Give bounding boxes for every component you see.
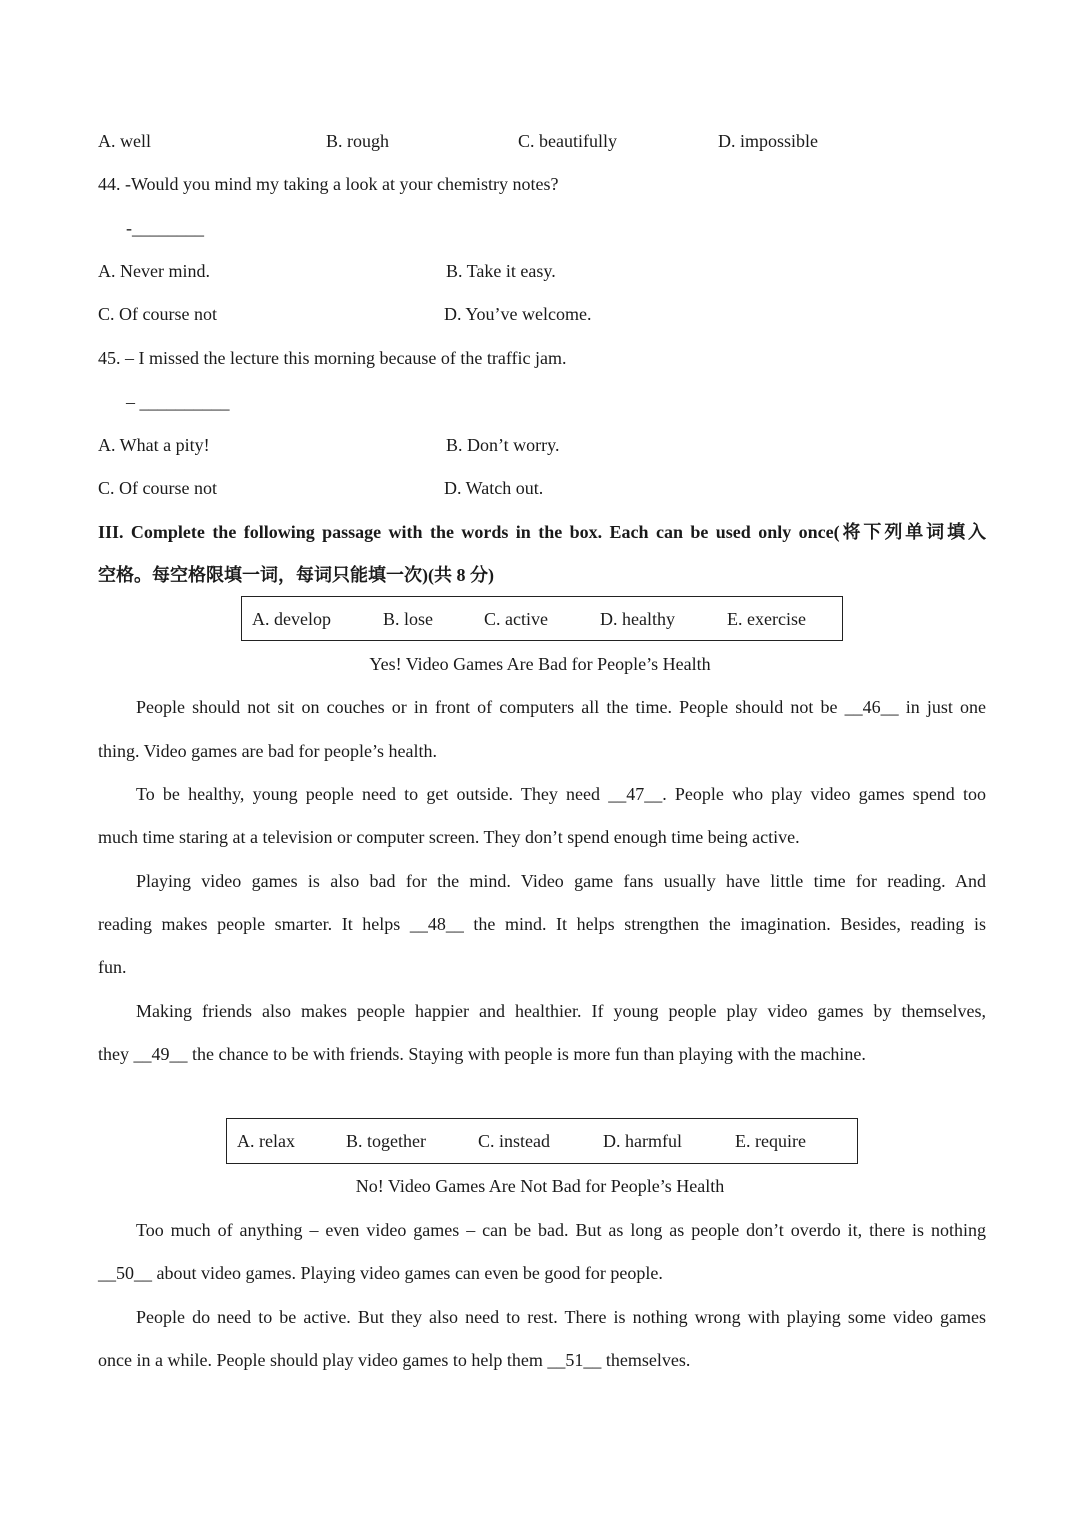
q43-option-a: A. well [98, 131, 151, 151]
word-box-1-item: E. exercise [727, 609, 806, 629]
passage-2-title: No! Video Games Are Not Bad for People’s Health [355, 1176, 725, 1196]
q45-option-b: B. Don’t worry. [446, 435, 560, 455]
word-box-2 [226, 1118, 858, 1164]
q45-option-a: A. What a pity! [98, 435, 210, 455]
section-heading-line2: 空格。每空格限填一词，每词只能填一次)(共 8 分) [98, 565, 494, 585]
section-heading-line1: III. Complete the following passage with the words in the box. Each can be used only once(将下列单词填入 [98, 522, 986, 542]
q43-option-b: B. rough [326, 131, 389, 151]
passage-2-paragraph-1-line-2: __50__ about video games. Playing video games can even be good for people. [98, 1263, 663, 1283]
q44-answer-blank: -________ [126, 218, 204, 238]
q45-option-d: D. Watch out. [444, 478, 544, 498]
q45-option-c: C. Of course not [98, 478, 217, 498]
q45-answer-blank: – __________ [126, 392, 230, 412]
word-box-2-item: B. together [346, 1131, 426, 1151]
word-box-1-item: B. lose [383, 609, 434, 629]
q44-question: 44. -Would you mind my taking a look at your chemistry notes? [98, 174, 559, 194]
word-box-1-item: C. active [484, 609, 548, 629]
word-box-1 [241, 596, 843, 641]
passage-1-paragraph-4-line-1: Making friends also makes people happier and healthier. If young people play video games by themselves, [136, 1001, 986, 1021]
passage-1-paragraph-2-line-1: To be healthy, young people need to get outside. They need __47__. People who play video games spend too [136, 784, 986, 804]
word-box-2-item: E. require [735, 1131, 806, 1151]
q44-option-c: C. Of course not [98, 304, 217, 324]
passage-2-paragraph-2-line-1: People do need to be active. But they also need to rest. There is nothing wrong with playing some video games [136, 1307, 986, 1327]
passage-1-paragraph-1-line-2: thing. Video games are bad for people’s health. [98, 741, 437, 761]
word-box-2-item: D. harmful [603, 1131, 682, 1151]
q44-option-d: D. You’ve welcome. [444, 304, 592, 324]
passage-1-title: Yes! Video Games Are Bad for People’s Health [369, 654, 711, 674]
q44-option-b: B. Take it easy. [446, 261, 556, 281]
q43-option-d: D. impossible [718, 131, 819, 151]
passage-1-paragraph-4-line-2: they __49__ the chance to be with friends. Staying with people is more fun than playing with the machine. [98, 1044, 866, 1064]
word-box-1-item: D. healthy [600, 609, 675, 629]
passage-1-paragraph-3-line-2: reading makes people smarter. It helps __48__ the mind. It helps strengthen the imagination. Besides, reading is [98, 914, 986, 934]
passage-2-paragraph-2-line-2: once in a while. People should play video games to help them __51__ themselves. [98, 1350, 691, 1370]
passage-2-paragraph-1-line-1: Too much of anything – even video games – can be bad. But as long as people don’t overdo it, there is nothing [136, 1220, 986, 1240]
word-box-2-item: A. relax [237, 1131, 295, 1151]
passage-1-paragraph-1-line-1: People should not sit on couches or in front of computers all the time. People should not be __46__ in just one [136, 697, 986, 717]
word-box-1-item: A. develop [252, 609, 331, 629]
passage-1-paragraph-2-line-2: much time staring at a television or computer screen. They don’t spend enough time being active. [98, 827, 800, 847]
passage-1-paragraph-3-line-1: Playing video games is also bad for the mind. Video game fans usually have little time for reading. And [136, 871, 986, 891]
word-box-2-item: C. instead [478, 1131, 550, 1151]
q45-question: 45. – I missed the lecture this morning because of the traffic jam. [98, 348, 567, 368]
passage-1-paragraph-3-line-3: fun. [98, 957, 127, 977]
q44-option-a: A. Never mind. [98, 261, 210, 281]
q43-option-c: C. beautifully [518, 131, 617, 151]
